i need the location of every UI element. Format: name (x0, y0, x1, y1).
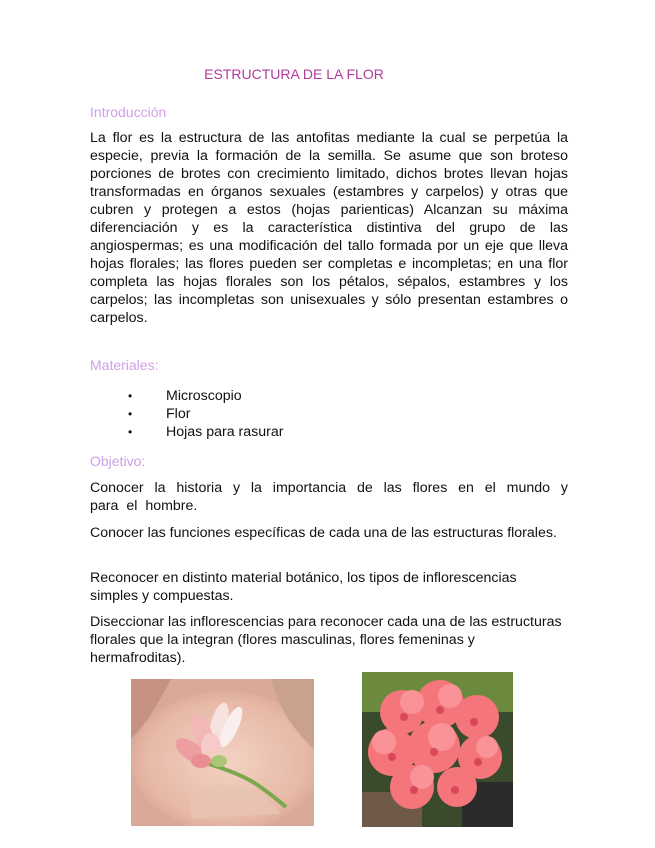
materials-list (90, 387, 284, 441)
objetivo-paragraph: Conocer la historia y la importancia de las flores en el mundo y para el hombre. (90, 480, 568, 514)
heading-introduccion: Introducción (90, 104, 167, 120)
list-item (90, 405, 284, 423)
material-label: Microscopio (166, 388, 242, 404)
objetivo-paragraph: Reconocer en distinto material botánico, los tipos de inflorescencias simples y compuestas. (90, 570, 517, 604)
bullet-icon: • (128, 389, 133, 403)
flower-cluster-icon (362, 672, 513, 827)
heading-materiales: Materiales: (90, 357, 159, 373)
material-label: Flor (166, 406, 191, 422)
intro-paragraph: La flor es la estructura de las antofitas mediante la cual se perpetúa la especie, previa la formación de la semilla. Se asume que son broteso porciones de brotes con crecimiento limitado, dichos brotes llevan hojas transformadas en órganos sexuales (estambres y carpelos) y otras que cubren y protegen a estos (hojas parienticas) Alcanzan su máxima diferenciación y es la característica distintiva del grupo de las angiospermas; es una modificación del tallo formada por un eje que lleva hojas florales; las flores pueden ser completas e incompletas; en una flor completa las hojas florales son los pétalos, sépalos, estambres y los carpelos; las incompletas son unisexuales y sólo presentan estambres o carpelos. (90, 130, 568, 326)
bullet-icon: • (128, 425, 133, 439)
heading-objetivo: Objetivo: (90, 453, 146, 469)
list-item (90, 423, 284, 441)
flower-cluster-photo (362, 672, 513, 827)
objetivo-paragraph: Diseccionar las inflorescencias para reconocer cada una de las estructuras florales que la integran (flores masculinas, flores femeninas y hermafroditas). (90, 614, 562, 666)
flower-in-hand-photo (131, 679, 314, 826)
material-label: Hojas para rasurar (166, 424, 284, 440)
document-title: ESTRUCTURA DE LA FLOR (204, 66, 384, 82)
flower-in-hand-icon (131, 679, 314, 826)
list-item (90, 387, 284, 405)
objetivo-paragraph: Conocer las funciones específicas de cada una de las estructuras florales. (90, 525, 557, 541)
bullet-icon: • (128, 407, 133, 421)
